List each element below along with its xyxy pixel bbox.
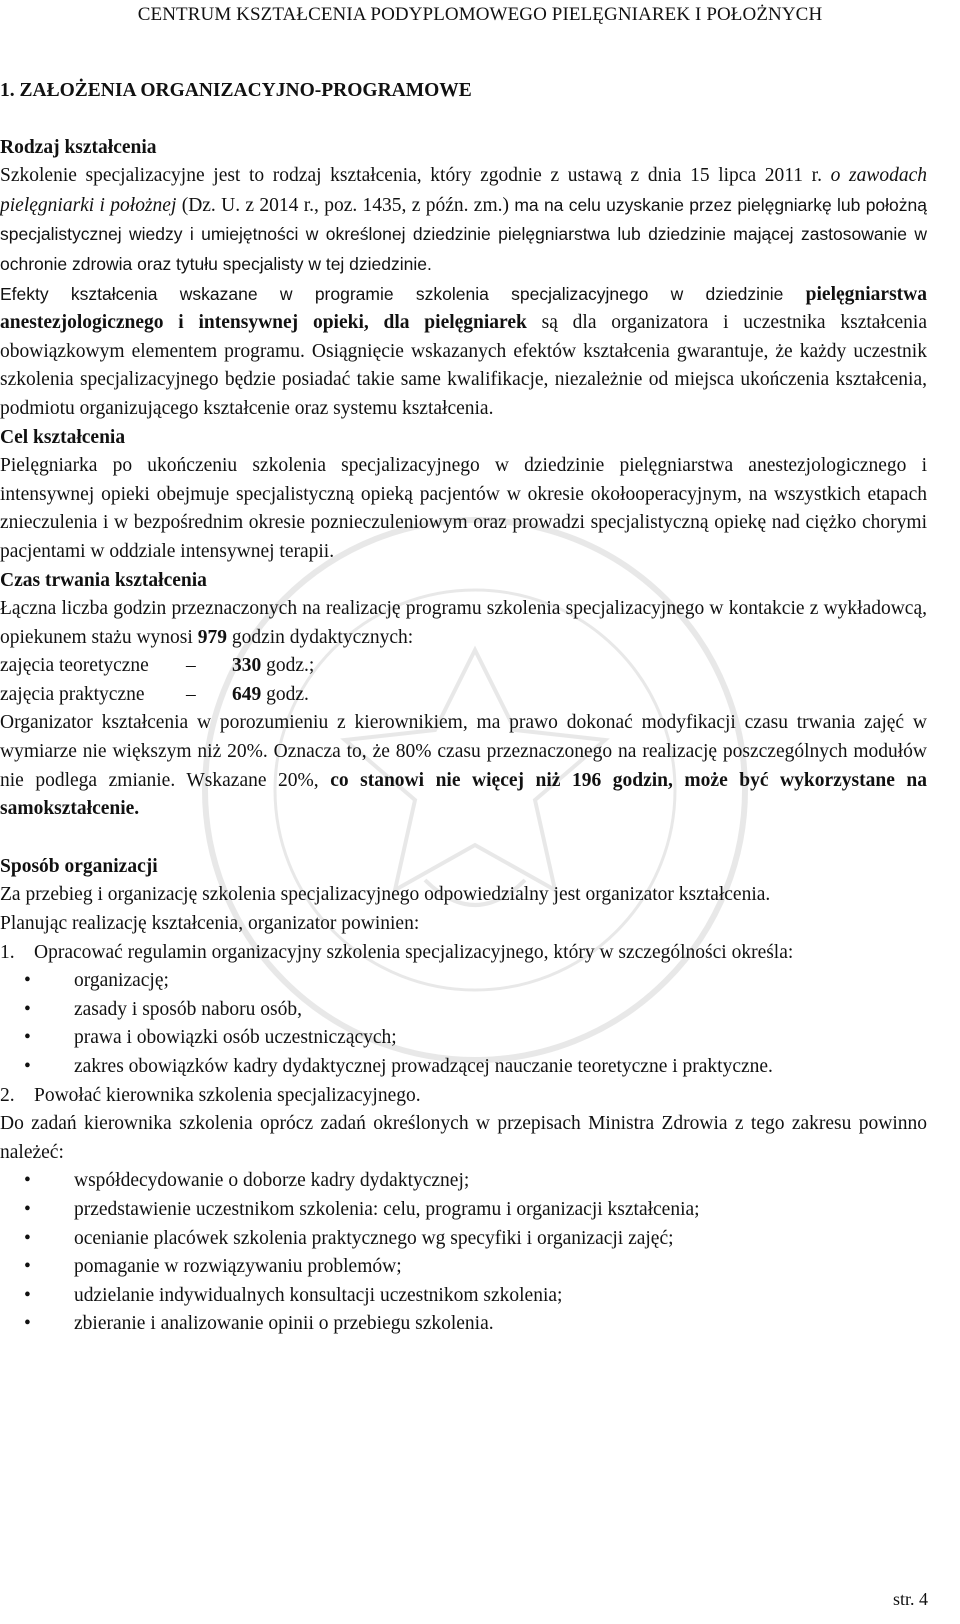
list-item <box>0 1196 927 1225</box>
text-run: Efekty kształcenia wskazane w programie szkolenia specjalizacyjnego w dziedzinie <box>0 283 806 304</box>
text-run: godzin dydaktycznych: <box>226 626 414 648</box>
bullet-icon <box>24 1282 74 1311</box>
hours-unit: godz. <box>261 683 309 705</box>
list-item <box>0 996 927 1025</box>
text-run: Organizator kształcenia w porozumieniu z kierownikiem, ma prawo dokonać modyfikacji czasu trwania zajęć w wymiarze nie większym niż 20%. Oznacza to, że 80% czasu przeznaczonego na realizację poszczególnych modułów nie podlega zmianie. Wskazane 20%, <box>0 712 927 791</box>
list-item <box>0 1053 927 1082</box>
hours-row-practice <box>0 681 927 710</box>
hours-label: zajęcia teoretyczne <box>0 655 149 677</box>
item-number: 2. <box>0 1084 15 1106</box>
bullet-icon <box>24 1310 74 1339</box>
bullet-icon <box>24 1024 74 1053</box>
paragraph-cel: Pielęgniarka po ukończeniu szkolenia specjalizacyjnego w dziedzinie pielęgniarstwa anestezjologicznego i intensywnej opieki obejmuje specjalistyczną opieką pacjentów w okresie okołooperacyjnym, na wszystkich etapach znieczulenia i w bezpośrednim okresie poznieczuleniowym oraz prowadzi specjalistyczną opiekę nad ciężko chorymi pacjentami w oddziale intensywnej terapii. <box>0 455 927 562</box>
text-run: Osiągnięcie wskazanych efektów kształcenia gwarantuje, że każdy uczestnik szkolenia specjalizacyjnego będzie posiadać takie same kwalifikacje, niezależnie od miejsca ukończenia kształcenia, podmiotu organizującego kształcenie oraz systemu kształcenia. <box>0 340 927 419</box>
list-item-text: udzielanie indywidualnych konsultacji uczestnikom szkolenia; <box>74 1284 563 1306</box>
paragraph-rodzaj-1 <box>0 162 927 279</box>
list-item-text: przedstawienie uczestnikom szkolenia: celu, programu i organizacji kształcenia; <box>74 1198 700 1220</box>
paragraph-sposob-1: Za przebieg i organizację szkolenia specjalizacyjnego odpowiedzialny jest organizator kształcenia. <box>0 884 771 906</box>
bullet-icon <box>24 1196 74 1225</box>
bullet-icon <box>24 1167 74 1196</box>
list-item <box>0 1282 927 1311</box>
list-item <box>0 967 927 996</box>
list-item-text: zbieranie i analizowanie opinii o przebiegu szkolenia. <box>74 1313 494 1335</box>
list-item-text: organizację; <box>74 970 169 992</box>
item-text: Powołać kierownika szkolenia specjalizacyjnego. <box>34 1084 421 1106</box>
numbered-item-2 <box>0 1082 927 1111</box>
list-item <box>0 1310 927 1339</box>
hours-label: zajęcia praktyczne <box>0 683 145 705</box>
document-body <box>0 77 927 1339</box>
paragraph-sposob-2: Planując realizację kształcenia, organizator powinien: <box>0 913 420 935</box>
paragraph-czas-2 <box>0 709 927 823</box>
heading-sposob: Sposób organizacji <box>0 855 158 877</box>
specialization-name: pielęgniarstwa anestezjologicznego i intensywnej opieki, dla pielęgniarek <box>0 283 927 334</box>
law-title: o zawodach pielęgniarki i położnej <box>0 165 928 216</box>
bullet-icon <box>24 1225 74 1254</box>
bullet-icon <box>24 996 74 1025</box>
item-number: 1. <box>0 941 15 963</box>
self-study-note: co stanowi nie więcej niż 196 godzin, może być wykorzystane na samokształcenie. <box>0 769 927 820</box>
text-run: Szkolenie specjalizacyjne jest to rodzaj kształcenia, który zgodnie z ustawą z dnia 15 lipca 2011 r. <box>0 165 831 187</box>
total-hours: 979 <box>197 626 227 648</box>
list-item-text: zakres obowiązków kadry dydaktycznej prowadzącej nauczanie teoretyczne i praktyczne. <box>74 1056 773 1077</box>
list-item <box>0 1225 927 1254</box>
bullet-icon <box>24 1053 74 1082</box>
list-item-text: zasady i sposób naboru osób, <box>74 998 303 1020</box>
bullet-icon <box>24 1253 74 1282</box>
page-header: CENTRUM KSZTAŁCENIA PODYPLOMOWEGO PIELĘGNIAREK I POŁOŻNYCH <box>137 4 823 25</box>
dash: – <box>186 655 196 677</box>
numbered-item-1 <box>0 939 927 968</box>
paragraph-sposob-3: Do zadań kierownika szkolenia oprócz zadań określonych w przepisach Ministra Zdrowia z tego zakresu powinno należeć: <box>0 1113 927 1163</box>
heading-czas: Czas trwania kształcenia <box>0 569 207 591</box>
list-item <box>0 1167 927 1196</box>
hours-row-theory <box>0 652 927 681</box>
item-text: Opracować regulamin organizacyjny szkolenia specjalizacyjnego, który w szczególności określa: <box>34 941 794 963</box>
bullet-icon <box>24 967 74 996</box>
list-item-text: pomaganie w rozwiązywaniu problemów; <box>74 1256 402 1278</box>
text-run: Łączna liczba godzin przeznaczonych na realizację programu szkolenia specjalizacyjnego w kontakcie z wykładowcą, opiekunem stażu wynosi <box>0 598 927 648</box>
hours-value: 330 <box>232 655 262 677</box>
paragraph-rodzaj-2 <box>0 280 927 424</box>
list-item <box>0 1253 927 1282</box>
list-item-text: współdecydowanie o doborze kadry dydaktycznej; <box>74 1170 470 1192</box>
heading-rodzaj: Rodzaj kształcenia <box>0 136 157 158</box>
paragraph-czas-1 <box>0 595 927 652</box>
list-item-text: prawa i obowiązki osób uczestniczących; <box>74 1027 397 1049</box>
page-number: str. 4 <box>892 1589 928 1609</box>
hours-value: 649 <box>232 683 262 705</box>
dash: – <box>186 683 196 705</box>
text-run: ma na celu uzyskanie przez pielęgniarkę lub położną specjalistycznej wiedzy i umiejętności w określonej dziedzinie pielęgniarstwa lub dziedzinie mającej zastosowanie w ochronie zdrowia oraz tytułu specjalisty w tej dziedzinie. <box>0 194 927 274</box>
heading-cel: Cel kształcenia <box>0 426 126 448</box>
spacer <box>0 824 927 853</box>
list-item <box>0 1024 927 1053</box>
list-item-text: ocenianie placówek szkolenia praktycznego wg specyfiki i organizacji zajęć; <box>74 1227 674 1249</box>
text-run: (Dz. U. z 2014 r., poz. 1435, z późn. zm.) <box>176 194 510 216</box>
hours-unit: godz.; <box>261 655 315 677</box>
section-title: 1. ZAŁOŻENIA ORGANIZACYJNO-PROGRAMOWE <box>0 80 472 101</box>
text-run: są dla organizatora i uczestnika kształcenia obowiązkowym elementem programu. <box>0 312 927 362</box>
